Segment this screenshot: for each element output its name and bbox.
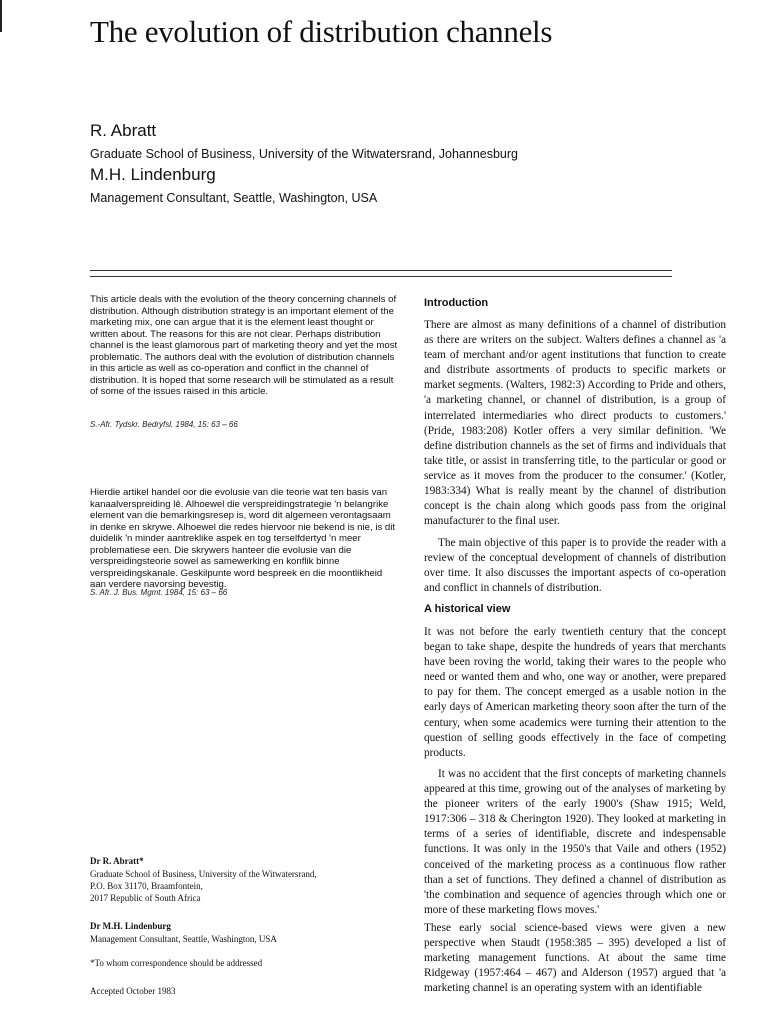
page-edge-mark bbox=[0, 0, 2, 32]
address-author-1-line-2: P.O. Box 31170, Braamfontein, bbox=[90, 881, 203, 891]
citation-afrikaans: S.-Afr. Tydskr. Bedryfsl. 1984, 15: 63 – 66 bbox=[90, 420, 238, 429]
introduction-paragraph-1: There are almost as many definitions of a channel of distribution as there are writers on the subject. Walters defines a channel as 'a team of merchant and/or agent institutions that function to create and distribute assortments of products to specific markets or market segments. (Walters, 1982:3) According to Pride and others, 'a marketing channel, or channel of distribution, is a group of interrelated intermediaries who direct products to customers.' (Pride, 1983:208) Kotler offers a very similar definition. 'We define distribution channels as the set of firms and individuals that take title, or assist in transferring title, to the particular or good or service as it moves from the producer to the consumer.' (Kotler, 1983:334) What is really meant by the channel of distribution concept is the chain along which goods pass from the original manufacturer to the final user. bbox=[424, 319, 726, 528]
address-author-2-name: Dr M.H. Lindenburg bbox=[90, 921, 171, 931]
author-affiliation-2: Management Consultant, Seattle, Washington, USA bbox=[90, 191, 378, 205]
abstract-english: This article deals with the evolution of the theory concerning channels of distribution. Although distribution strategy is an important element of the marketing mix, one can argue that it is the element least thought or written about. The reasons for this are not clear. Perhaps distribution channel is the least glamorous part of marketing theory and yet the most problematic. The authors deal with the evolution of distribution channels in this article as well as co-operation and conflict in the channel of distribution. It is hoped that some research will be stimulated as a result of some of the issues raised in this article. bbox=[90, 294, 398, 397]
correspondence-note: *To whom correspondence should be addressed bbox=[90, 958, 263, 968]
header-rule-bottom bbox=[90, 276, 672, 277]
address-author-1-line-3: 2017 Republic of South Africa bbox=[90, 893, 201, 903]
citation-english: S. Afr. J. Bus. Mgmt. 1984, 15: 63 – 66 bbox=[90, 588, 228, 597]
address-author-1-name: Dr R. Abratt* bbox=[90, 856, 144, 866]
abstract-afrikaans: Hierdie artikel handel oor die evolusie van die teorie wat ten basis van kanaalverspreiding lê. Alhoewel die verspreidingstrategie 'n belangrike element van die bemarkingsresep is, word dit algemeen verontagsaam in denke en skrywe. Alhoewel die redes hiervoor nie bekend is nie, is dit duidelik 'n minder aantreklike aspek en tog terselfdertyd 'n meer problematiese een. Die skrywers hanteer die evolusie van die verspreidingsteorie sowel as samewerking en konflik binne verspreidingskanale. Geskilpunte word bespreek en die moontlikheid aan verdere navorsing bevestig. bbox=[90, 487, 396, 590]
address-author-2-line-1: Management Consultant, Seattle, Washington, USA bbox=[90, 934, 277, 944]
author-affiliation-1: Graduate School of Business, University of the Witwatersrand, Johannesburg bbox=[90, 147, 518, 161]
header-rule-top bbox=[90, 270, 672, 271]
historical-paragraph-3: These early social science-based views were given a new perspective when Staudt (1958:385 – 395) developed a list of marketing management functions. At about the same time Ridgeway (1957:464 – 467) and Alderson (1957) argued that 'a marketing channel is an operating system with an identifiable bbox=[424, 922, 726, 995]
address-author-1-line-1: Graduate School of Business, University of the Witwatersrand, bbox=[90, 869, 317, 879]
historical-paragraph-1: It was not before the early twentieth century that the concept began to take shape, despite the hundreds of years that merchants have been roving the world, taking their wares to the people who need or wanted them and who, one way or another, were prepared to pay for them. The concept emerged as a usable notion in the early days of American marketing theory soon after the turn of the century, when some academics were turning their attention to the question of selling goods effectively in the face of competing products. bbox=[424, 626, 726, 759]
section-heading-introduction: Introduction bbox=[424, 297, 489, 309]
historical-paragraph-2: It was no accident that the first concepts of marketing channels appeared at this time, growing out of the analyses of marketing by the pioneer writers of the early 1900's (Shaw 1915; Weld, 1917:306 – 318 & Cherington 1920). They looked at marketing in terms of a series of identifiable, discrete and indespensable functions. It was only in the 1950's that Vaile and others (1952) conceived of the marketing process as a continuous flow rather than a set of functions. They defined a channel of distribution as 'the combination and sequence of agencies through which one or more of these marketing flows moves.' bbox=[424, 768, 726, 916]
article-title: The evolution of distribution channels bbox=[90, 14, 553, 49]
author-name-2: M.H. Lindenburg bbox=[90, 165, 216, 184]
author-name-1: R. Abratt bbox=[90, 121, 157, 140]
introduction-paragraph-2: The main objective of this paper is to provide the reader with a review of the conceptual development of channels of distribution over time. It also discusses the important aspects of co-operation and conflict in channels of distribution. bbox=[424, 537, 726, 595]
section-heading-historical-view: A historical view bbox=[424, 603, 511, 615]
accepted-date: Accepted October 1983 bbox=[90, 986, 176, 996]
